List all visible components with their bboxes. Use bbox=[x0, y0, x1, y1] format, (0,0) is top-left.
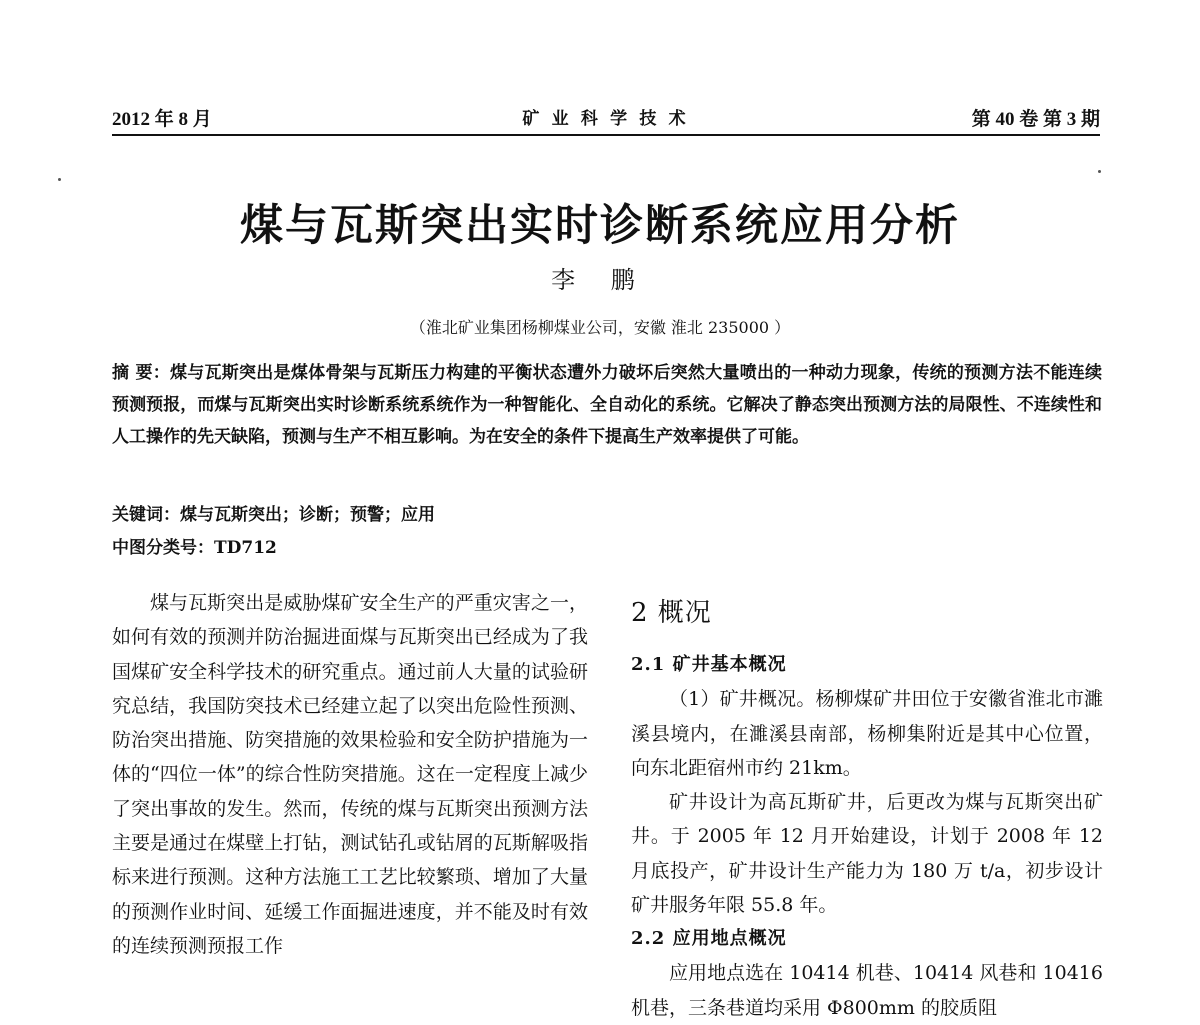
abstract-label: 摘 要： bbox=[112, 363, 170, 383]
abstract-text: 煤与瓦斯突出是煤体骨架与瓦斯压力构建的平衡状态遭外力破坏后突然大量喷出的一种动力现象，传统的预测方法不能连续预测预报，而煤与瓦斯突出实时诊断系统系统作为一种智能化、全自动化的系统。它解决了静态突出预测方法的局限性、不连续性和人工操作的先天缺陷，预测与生产不相互影响。为在安全的条件下提高生产效率提供了可能。 bbox=[112, 363, 1103, 447]
article-author: 李 鹏 bbox=[551, 266, 649, 294]
article-title: 煤与瓦斯突出实时诊断系统应用分析 bbox=[240, 201, 960, 251]
paragraph: 矿井设计为高瓦斯矿井，后更改为煤与瓦斯突出矿井。于 2005 年 12 月开始建设，计划于 2008 年 12 月底投产，矿井设计生产能力为 180 万 t/a，初步设计矿井服务年限 55.8 年。 bbox=[631, 791, 1103, 917]
classification-number bbox=[112, 533, 277, 558]
paragraph: （1）矿井概况。杨柳煤矿井田位于安徽省淮北市濉溪县境内，在濉溪县南部，杨柳集附近是其中心位置，向东北距宿州市约 21km。 bbox=[631, 688, 1103, 779]
subsection-heading: 2.1 矿井基本概况 bbox=[631, 654, 787, 676]
keywords-text: 煤与瓦斯突出；诊断；预警；应用 bbox=[180, 505, 435, 525]
header-date: 2012 年 8 月 bbox=[112, 109, 212, 130]
body-column-left bbox=[112, 586, 588, 963]
author-affiliation: （淮北矿业集团杨柳煤业公司，安徽 淮北 235000 ） bbox=[409, 318, 791, 337]
keywords bbox=[112, 500, 435, 525]
running-header bbox=[112, 100, 1100, 136]
classification-label: 中图分类号： bbox=[112, 538, 214, 558]
scan-speck bbox=[1098, 170, 1101, 173]
section-heading: 2 概况 bbox=[631, 598, 712, 628]
keywords-label: 关键词： bbox=[112, 505, 180, 525]
classification-text: TD712 bbox=[214, 538, 277, 558]
header-journal-name: 矿 业 科 学 技 术 bbox=[522, 109, 690, 128]
intro-paragraph: 煤与瓦斯突出是威胁煤矿安全生产的严重灾害之一，如何有效的预测并防治掘进面煤与瓦斯突出已经成为了我国煤矿安全科学技术的研究重点。通过前人大量的试验研究总结，我国防突技术已经建立起了以突出危险性预测、防治突出措施、防突措施的效果检验和安全防护措施为一体的“四位一体”的综合性防突措施。这在一定程度上减少了突出事故的发生。然而，传统的煤与瓦斯突出预测方法主要是通过在煤壁上打钻，测试钻孔或钻屑的瓦斯解吸指标来进行预测。这种方法施工工艺比较繁琐、增加了大量的预测作业时间、延缓工作面掘进速度，并不能及时有效的连续预测预报工作 bbox=[112, 592, 588, 957]
scan-speck bbox=[58, 178, 61, 181]
header-issue: 第 40 卷 第 3 期 bbox=[971, 109, 1100, 130]
abstract bbox=[112, 357, 1102, 453]
paragraph: 应用地点选在 10414 机巷、10414 风巷和 10416 机巷，三条巷道均采用 Φ800mm 的胶质阻 bbox=[631, 962, 1103, 1019]
subsection-heading: 2.2 应用地点概况 bbox=[631, 928, 787, 950]
body-column-right bbox=[631, 596, 1103, 1025]
